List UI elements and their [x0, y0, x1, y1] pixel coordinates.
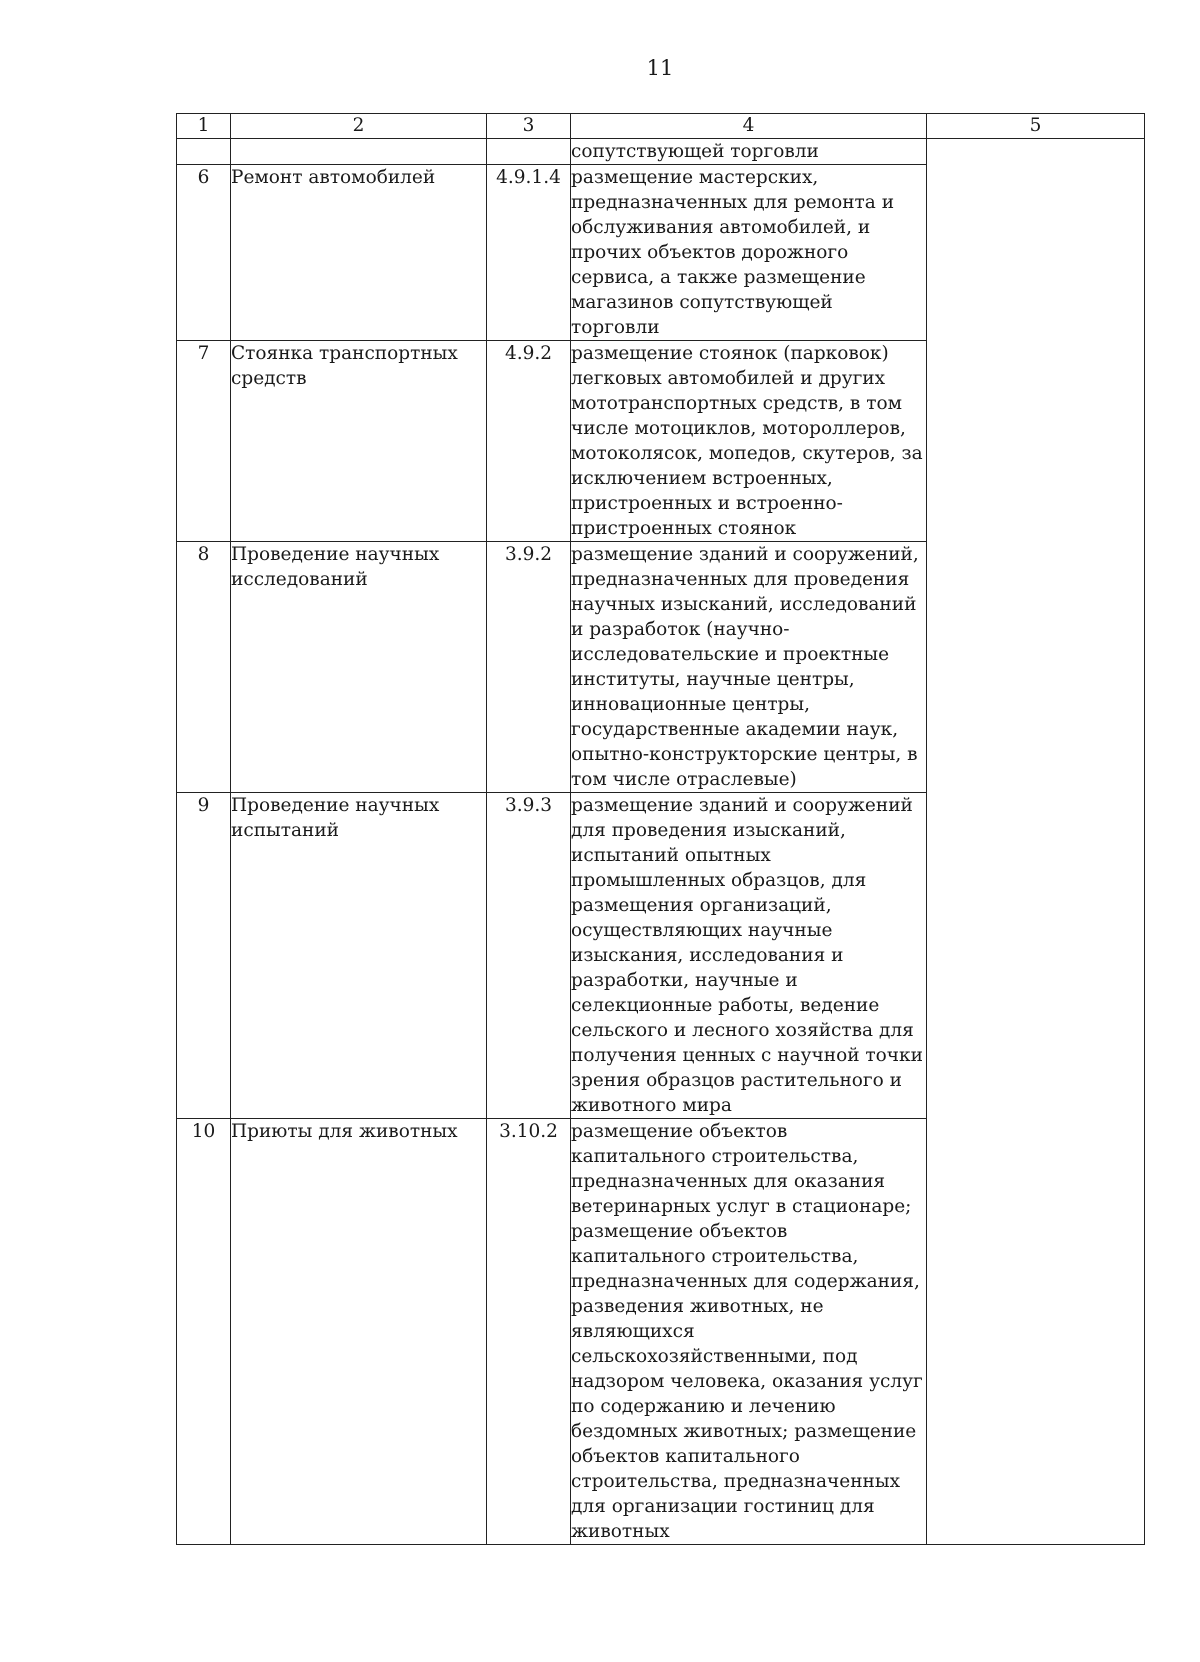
page-number: 11	[646, 56, 674, 80]
land-use-code: 3.9.2	[487, 542, 571, 793]
header-cell-2: 2	[231, 114, 487, 139]
land-use-name: Приюты для животных	[231, 1119, 487, 1545]
land-use-description: размещение объектов капитального строительства, предназначенных для оказания ветеринарных услуг в стационаре; размещение объектов капитального строительства, предназначенных для содержания, разведения животных, не являющихся сельскохозяйственными, под надзором человека, оказания услуг по содержанию и лечению бездомных животных; размещение объектов капитального строительства, предназначенных для организации гостиниц для животных	[571, 1119, 927, 1545]
land-use-description: размещение зданий и сооружений для проведения изысканий, испытаний опытных промышленных образцов, для размещения организаций, осуществляющих научные изыскания, исследования и разработки, научные и селекционные работы, ведение сельского и лесного хозяйства для получения ценных с научной точки зрения образцов растительного и животного мира	[571, 793, 927, 1119]
header-cell-3: 3	[487, 114, 571, 139]
land-use-name: Ремонт автомобилей	[231, 165, 487, 341]
row-number: 8	[177, 542, 231, 793]
column-5-cell	[927, 139, 1145, 1545]
row-number: 6	[177, 165, 231, 341]
land-use-description: размещение мастерских, предназначенных для ремонта и обслуживания автомобилей, и прочих объектов дорожного сервиса, а также размещение магазинов сопутствующей торговли	[571, 165, 927, 341]
row-number: 9	[177, 793, 231, 1119]
header-cell-1: 1	[177, 114, 231, 139]
row-number: 7	[177, 341, 231, 542]
table-cell	[231, 139, 487, 165]
header-cell-4: 4	[571, 114, 927, 139]
land-use-name: Проведение научных испытаний	[231, 793, 487, 1119]
land-use-table	[176, 113, 1145, 1545]
land-use-code: 4.9.2	[487, 341, 571, 542]
land-use-name: Проведение научных исследований	[231, 542, 487, 793]
land-use-description: размещение зданий и сооружений, предназначенных для проведения научных изысканий, исследований и разработок (научно-исследовательские и проектные институты, научные центры, инновационные центры, государственные академии наук, опытно-конструкторские центры, в том числе отраслевые)	[571, 542, 927, 793]
table-header-row	[177, 114, 1145, 139]
continuation-text: сопутствующей торговли	[571, 139, 927, 165]
header-cell-5: 5	[927, 114, 1145, 139]
land-use-description: размещение стоянок (парковок) легковых автомобилей и других мототранспортных средств, в том числе мотоциклов, мотороллеров, мотоколясок, мопедов, скутеров, за исключением встроенных, пристроенных и встроенно-пристроенных стоянок	[571, 341, 927, 542]
land-use-code: 3.9.3	[487, 793, 571, 1119]
table-cell	[487, 139, 571, 165]
row-number: 10	[177, 1119, 231, 1545]
land-use-name: Стоянка транспортных средств	[231, 341, 487, 542]
continuation-row	[177, 139, 1145, 165]
table-cell	[177, 139, 231, 165]
land-use-code: 4.9.1.4	[487, 165, 571, 341]
land-use-code: 3.10.2	[487, 1119, 571, 1545]
